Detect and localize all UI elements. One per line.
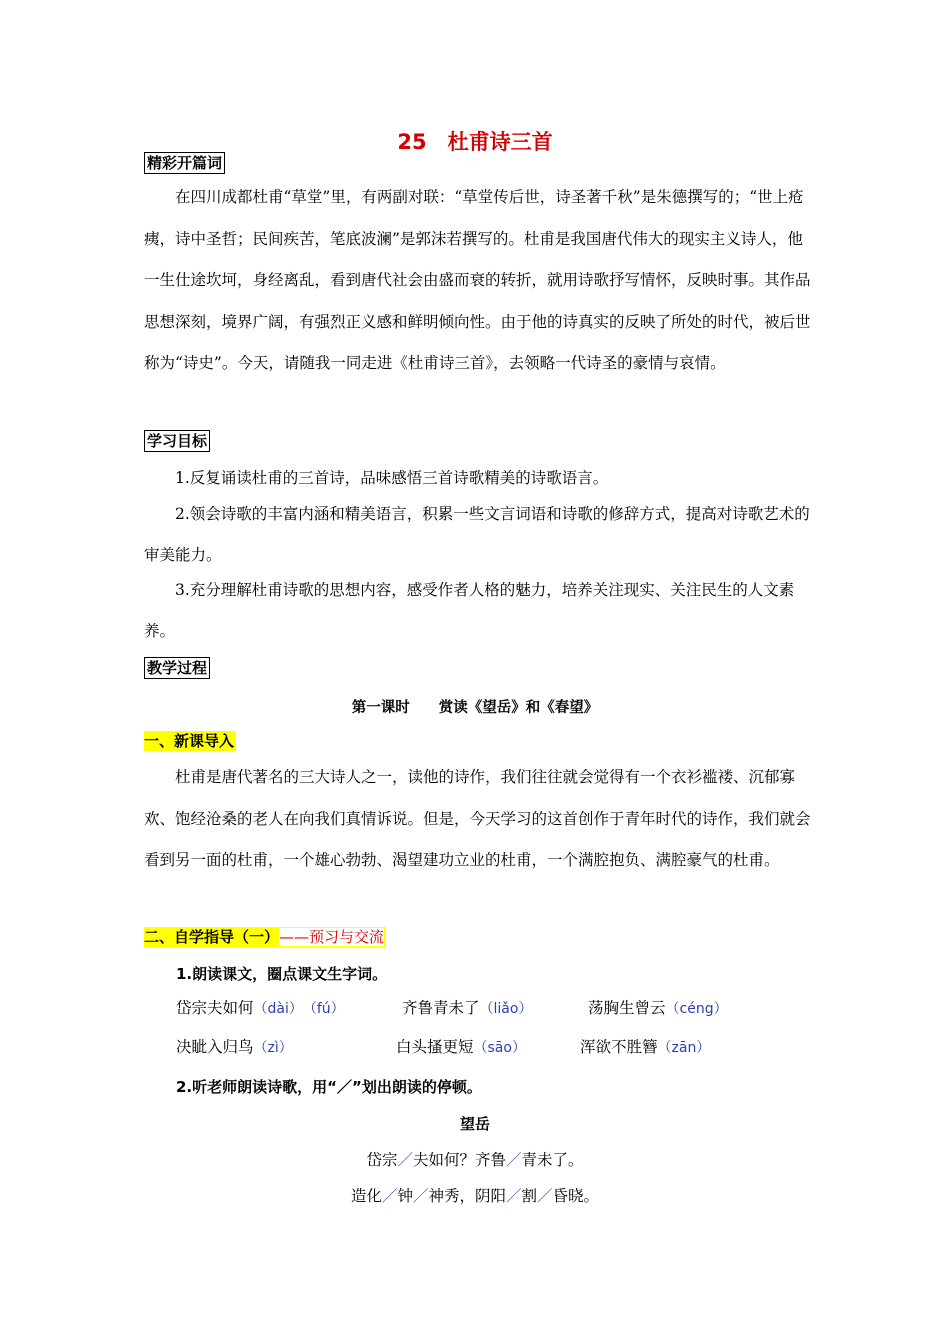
objective-item-1: 1.反复诵读杜甫的三首诗，品味感悟三首诗歌精美的诗歌语言。 xyxy=(175,469,609,487)
pause-slash: ／ xyxy=(381,1187,398,1205)
page-title: 25 杜甫诗三首 xyxy=(397,130,553,154)
poem-segment: 神秀，阴阳 xyxy=(428,1187,506,1205)
poem-segment: 割 xyxy=(521,1187,538,1205)
pause-slash: ／ xyxy=(397,1151,413,1169)
pause-slash: ／ xyxy=(506,1187,522,1205)
poem-title: 望岳 xyxy=(459,1115,490,1133)
poem-line-2 xyxy=(0,1184,950,1206)
poem-segment: 夫如何？齐鲁 xyxy=(412,1151,506,1169)
vocab-item xyxy=(176,996,345,1018)
section1-paragraph: 杜甫是唐代著名的三大诗人之一，读他的诗作，我们往往就会觉得有一个衣衫褴褛、沉郁寡欢、饱经沧桑的老人在向我们真情诉说。但是，今天学习的这首创作于青年时代的诗作，我们就会看到另一面的杜甫，一个雄心勃勃、渴望建功立业的杜甫，一个满腔抱负、满腔豪气的杜甫。 xyxy=(144,768,811,869)
vocab-pinyin: （dài） （fú） xyxy=(253,1001,345,1017)
section2-heading-suffix: ——预习与交流 xyxy=(279,928,385,946)
question-2: 2.听老师朗读诗歌，用“／”划出朗读的停顿。 xyxy=(176,1078,482,1096)
section1-heading: 一、新课导入 xyxy=(144,732,235,750)
vocab-word: 齐鲁青未了 xyxy=(402,999,480,1017)
objectives-heading: 学习目标 xyxy=(144,430,210,452)
vocab-word: 荡胸生曾云 xyxy=(588,999,666,1017)
objective-item-3: 3.充分理解杜甫诗歌的思想内容，感受作者人格的魅力，培养关注现实、关注民生的人文素养。 xyxy=(144,581,795,640)
vocab-item xyxy=(580,1035,710,1057)
pause-slash: ／ xyxy=(537,1187,553,1205)
lesson-title: 第一课时 赏读《望岳》和《春望》 xyxy=(351,700,599,716)
vocab-item xyxy=(588,996,728,1018)
vocab-pinyin: （liǎo） xyxy=(479,1001,533,1017)
vocab-item xyxy=(402,996,532,1018)
poem-line-1 xyxy=(0,1148,950,1170)
poem-segment: 钟 xyxy=(397,1187,413,1205)
vocab-word: 岱宗夫如何 xyxy=(176,999,254,1017)
intro-heading: 精彩开篇词 xyxy=(144,152,225,174)
pause-slash: ／ xyxy=(506,1151,522,1169)
pause-slash: ／ xyxy=(412,1187,429,1205)
vocab-item xyxy=(396,1035,526,1057)
intro-paragraph: 在四川成都杜甫“草堂”里，有两副对联：“草堂传后世，诗圣著千秋”是朱德撰写的；“世上疮痍，诗中圣哲；民间疾苦，笔底波澜”是郭沫若撰写的。杜甫是我国唐代伟大的现实主义诗人，他一生仕途坎坷，身经离乱，看到唐代社会由盛而衰的转折，就用诗歌抒写情怀，反映时事。其作品思想深刻，境界广阔，有强烈正义感和鲜明倾向性。由于他的诗真实的反映了所处的时代，被后世称为“诗史”。今天，请随我一同走进《杜甫诗三首》，去领略一代诗圣的豪情与哀情。 xyxy=(144,188,811,372)
vocab-item xyxy=(176,1035,293,1057)
process-heading: 教学过程 xyxy=(144,657,210,679)
vocab-pinyin: （sāo） xyxy=(473,1040,526,1056)
poem-segment: 昏晓。 xyxy=(552,1187,600,1205)
objective-item-2: 2.领会诗歌的丰富内涵和精美语言，积累一些文言词语和诗歌的修辞方式，提高对诗歌艺术的审美能力。 xyxy=(144,505,810,564)
section2-heading xyxy=(144,927,386,947)
vocab-word: 浑欲不胜簪 xyxy=(580,1038,658,1056)
poem-segment: 造化 xyxy=(350,1187,382,1205)
vocab-word: 白头搔更短 xyxy=(396,1038,474,1056)
poem-segment: 岱宗 xyxy=(366,1151,398,1169)
vocab-pinyin: （zān） xyxy=(657,1040,711,1056)
question-1: 1.朗读课文，圈点课文生字词。 xyxy=(176,965,388,983)
poem-segment: 青未了。 xyxy=(521,1151,584,1169)
vocab-pinyin: （céng） xyxy=(665,1001,728,1017)
vocab-pinyin: （zì） xyxy=(253,1040,293,1056)
section2-heading-main: 二、自学指导（一） xyxy=(144,928,280,946)
vocab-word: 决眦入归鸟 xyxy=(176,1038,254,1056)
